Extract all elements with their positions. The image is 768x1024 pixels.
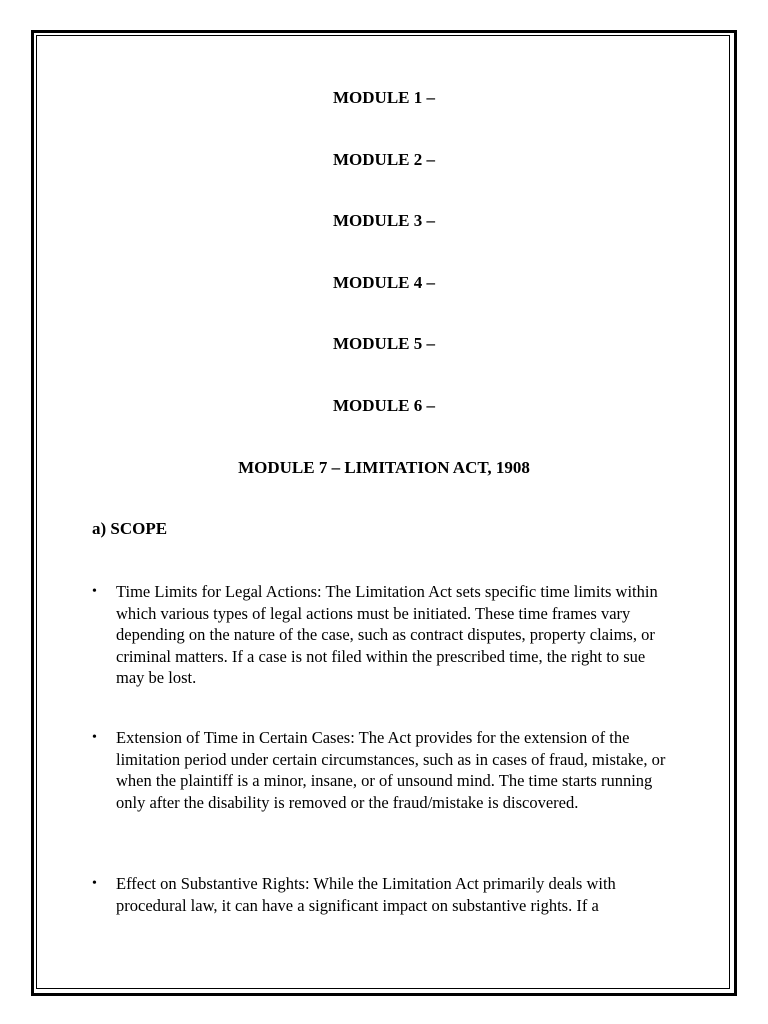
module-4-title: MODULE 4 – xyxy=(333,273,435,292)
bullet-marker: • xyxy=(92,730,97,745)
module-6-title: MODULE 6 – xyxy=(333,396,435,415)
bullet-item xyxy=(92,581,676,689)
module-2-title: MODULE 2 – xyxy=(333,150,435,169)
document-content xyxy=(92,0,676,1024)
module-7-title: MODULE 7 – LIMITATION ACT, 1908 xyxy=(238,458,530,477)
bullet-text: Extension of Time in Certain Cases: The Act provides for the extension of the limitation period under certain circumstances, such as in cases of fraud, mistake, or when the plaintiff is a minor, insane, or of unsound mind. The time starts running only after the disability is removed or the fraud/mistake is discovered. xyxy=(116,728,666,812)
bullet-text: Time Limits for Legal Actions: The Limitation Act sets specific time limits within which various types of legal actions must be initiated. These time frames vary depending on the nature of the case, such as contract disputes, property claims, or criminal matters. If a case is not filed within the prescribed time, the right to sue may be lost. xyxy=(116,582,658,687)
bullet-text: Effect on Substantive Rights: While the Limitation Act primarily deals with procedural law, it can have a significant impact on substantive rights. If a xyxy=(116,874,616,915)
bullet-marker: • xyxy=(92,876,97,891)
section-heading-scope: a) SCOPE xyxy=(92,519,168,538)
bullet-item xyxy=(92,727,676,813)
bullet-marker: • xyxy=(92,584,97,599)
module-3-title: MODULE 3 – xyxy=(333,211,435,230)
module-1-title: MODULE 1 – xyxy=(333,88,435,107)
module-5-title: MODULE 5 – xyxy=(333,334,435,353)
bullet-item xyxy=(92,873,676,916)
